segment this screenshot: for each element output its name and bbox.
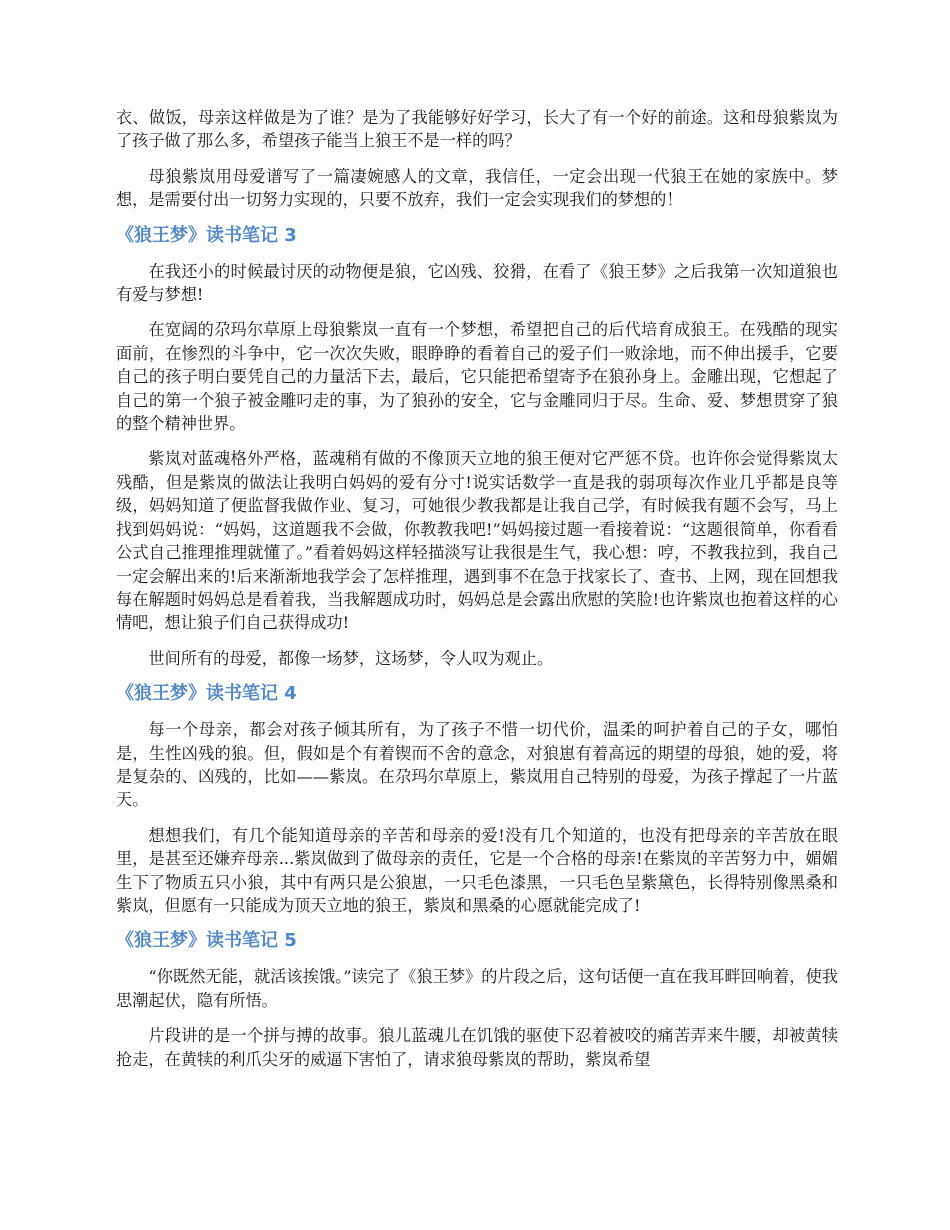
section-3-paragraph-1: 在我还小的时候最讨厌的动物便是狼，它凶残、狡猾，在看了《狼王梦》之后我第一次知道狼也有爱与梦想! [116, 261, 838, 305]
section-4-paragraph-1: 每一个母亲，都会对孩子倾其所有，为了孩子不惜一切代价，温柔的呵护着自己的子女，哪怕是，生性凶残的狼。但，假如是个有着锲而不舍的意念，对狼崽有着高远的期望的母狼，她的爱，将是复杂的、凶残的，比如——紫岚。在尕玛尔草原上，紫岚用自己特别的母爱，为孩子撑起了一片蓝天。 [116, 720, 838, 810]
section-5-paragraph-2: 片段讲的是一个拼与搏的故事。狼儿蓝魂儿在饥饿的驱使下忍着被咬的痛苦弄来牛腰，却被黄犊抢走，在黄犊的利爪尖牙的威逼下害怕了，请求狼母紫岚的帮助，紫岚希望 [116, 1026, 838, 1069]
section-4-paragraph-2: 想想我们，有几个能知道母亲的辛苦和母亲的爱!没有几个知道的，也没有把母亲的辛苦放在眼里，是甚至还嫌弃母亲...紫岚做到了做母亲的责任，它是一个合格的母亲!在紫岚的辛苦努力中，媚媚生下了物质五只小狼，其中有两只是公狼崽，一只毛色漆黑，一只毛色呈紫黛色，长得特别像黑桑和紫岚，但愿有一只能成为顶天立地的狼王，紫岚和黑桑的心愿就能完成了! [116, 825, 838, 915]
section-3-paragraph-4: 世间所有的母爱，都像一场梦，这场梦，令人叹为观止。 [148, 648, 554, 668]
document-page [116, 106, 838, 1083]
section-4-heading: 《狼王梦》读书笔记 4 [116, 683, 297, 705]
section-3-paragraph-3: 紫岚对蓝魂格外严格，蓝魂稍有做的不像顶天立地的狼王便对它严惩不贷。也许你会觉得紫岚太残酷，但是紫岚的做法让我明白妈妈的爱有分寸!说实话数学一直是我的弱项每次作业几乎都是良等级，妈妈知道了便监督我做作业、复习，可她很少教我都是让我自己学，有时候我有题不会写，马上找到妈妈说：“妈妈，这道题我不会做，你教教我吧!”妈妈接过题一看接着说：“这题很简单，你看看公式自己推理推理就懂了。”看着妈妈这样轻描淡写让我很是生气，我心想：哼，不教我拉到，我自己一定会解出来的!后来渐渐地我学会了怎样推理，遇到事不在急于找家长了、查书、上网，现在回想我每在解题时妈妈总是看着我，当我解题成功时，妈妈总是会露出欣慰的笑脸!也许紫岚也抱着这样的心情吧，想让狼子们自己获得成功! [116, 449, 838, 633]
section-3-heading: 《狼王梦》读书笔记 3 [116, 224, 297, 246]
section-5-paragraph-1: “你既然无能，就活该挨饿。”读完了《狼王梦》的片段之后，这句话便一直在我耳畔回响着，使我思潮起伏，隐有所悟。 [116, 967, 838, 1010]
intro-paragraph-2: 母狼紫岚用母爱谱写了一篇凄婉感人的文章，我信任，一定会出现一代狼王在她的家族中。梦想，是需要付出一切努力实现的，只要不放弃，我们一定会实现我们的梦想的！ [116, 166, 838, 210]
section-5-heading: 《狼王梦》读书笔记 5 [116, 930, 297, 952]
intro-paragraph-1: 衣、做饭，母亲这样做是为了谁？是为了我能够好好学习，长大了有一个好的前途。这和母狼紫岚为了孩子做了那么多，希望孩子能当上狼王不是一样的吗？ [116, 108, 838, 151]
section-3-paragraph-2: 在宽阔的尕玛尔草原上母狼紫岚一直有一个梦想，希望把自己的后代培育成狼王。在残酷的现实面前，在惨烈的斗争中，它一次次失败，眼睁睁的看着自己的爱子们一败涂地，而不伸出援手，它要自己的孩子明白要凭自己的力量活下去，最后，它只能把希望寄予在狼孙身上。金雕出现，它想起了自己的第一个狼子被金雕叼走的事，为了狼孙的安全，它与金雕同归于尽。生命、爱、梦想贯穿了狼的整个精神世界。 [116, 320, 838, 434]
